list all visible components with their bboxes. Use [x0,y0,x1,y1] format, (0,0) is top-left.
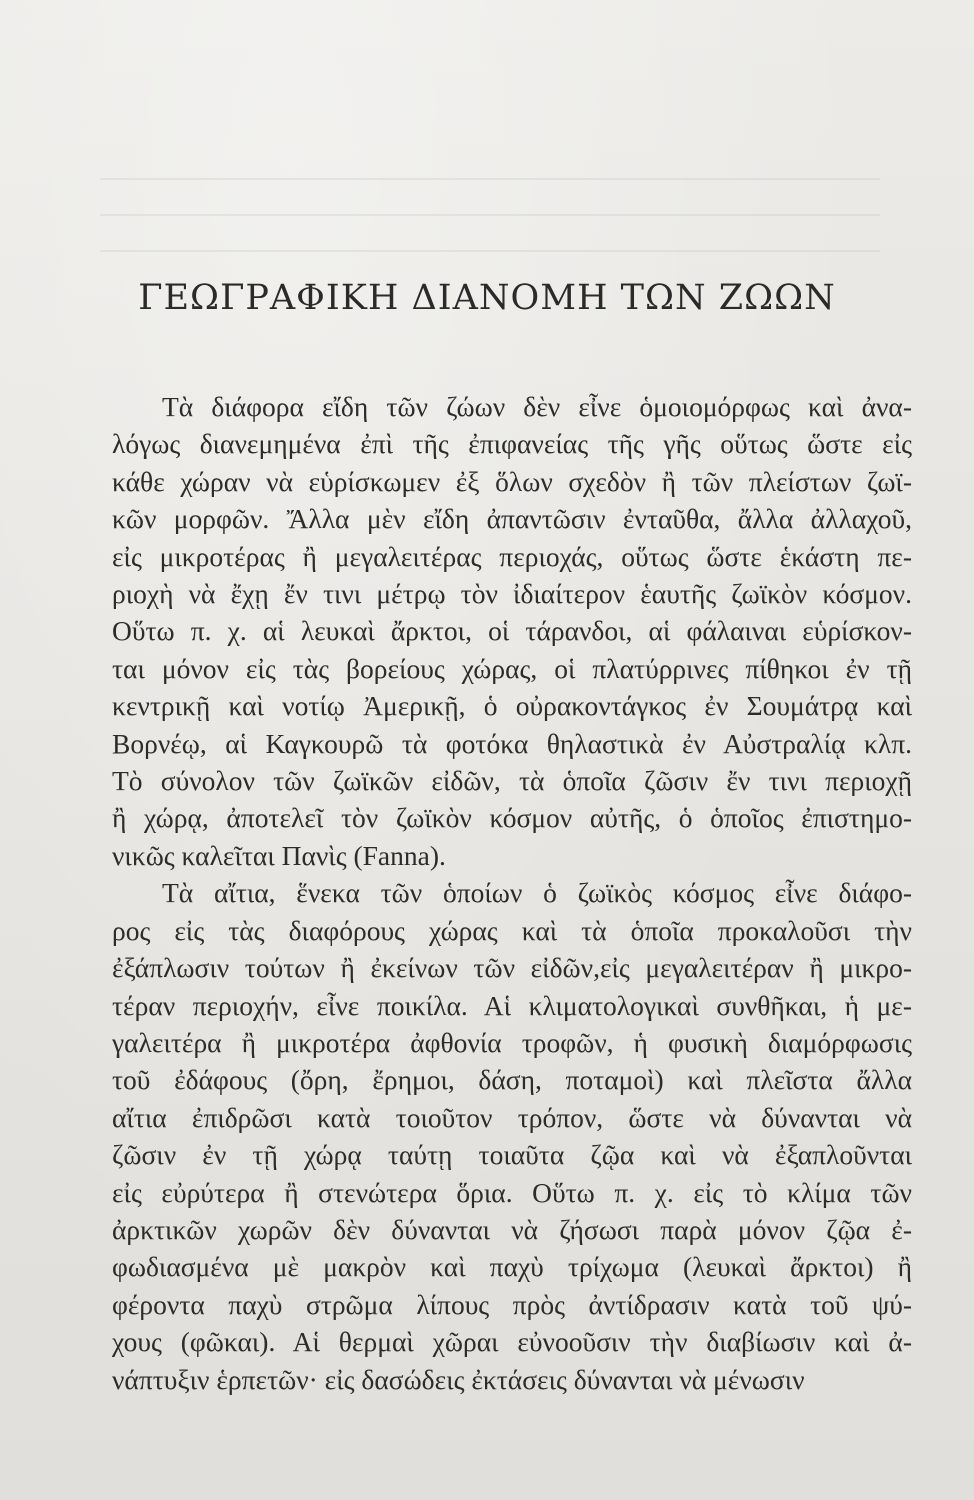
text-line: γαλειτέρα ἢ μικροτέρα ἀφθονία τροφῶν, ἡ φυσικὴ διαμόρφωσις [112,1026,912,1058]
body-text [112,388,912,1398]
text-line: ρος εἰς τὰς διαφόρους χώρας καὶ τὰ ὁποῖα προκαλοῦσι τὴν [112,914,912,946]
show-through-line [100,214,880,216]
text-line: κεντρικῇ καὶ νοτίῳ Ἀμερικῇ, ὁ οὐρακοντάγκος ἐν Σουμάτρᾳ καὶ [112,690,912,722]
text-line: τέραν περιοχήν, εἶνε ποικίλα. Αἱ κλιματολογικαὶ συνθῆκαι, ἡ με- [112,989,912,1021]
text-line: ζῶσιν ἐν τῇ χώρᾳ ταύτῃ τοιαῦτα ζῷα καὶ νὰ ἐξαπλοῦνται [112,1139,912,1171]
show-through-line [100,178,880,180]
text-line: φωδιασμένα μὲ μακρὸν καὶ παχὺ τρίχωμα (λευκαὶ ἄρκτοι) ἢ [112,1251,912,1283]
text-line: κάθε χώραν νὰ εὑρίσκωμεν ἐξ ὅλων σχεδὸν ἢ τῶν πλείστων ζωϊ- [112,465,912,497]
text-line: εἰς εὐρύτερα ἢ στενώτερα ὅρια. Οὕτω π. χ. εἰς τὸ κλίμα τῶν [112,1176,912,1208]
text-line: λόγως διανεμημένα ἐπὶ τῆς ἐπιφανείας τῆς γῆς οὕτως ὥστε εἰς [112,428,912,460]
text-line: χους (φῶκαι). Αἱ θερμαὶ χῶραι εὐνοοῦσιν τὴν διαβίωσιν καὶ ἀ- [112,1326,912,1358]
text-line: Τὸ σύνολον τῶν ζωϊκῶν εἰδῶν, τὰ ὁποῖα ζῶσιν ἔν τινι περιοχῇ [112,765,912,797]
text-line: νικῶς καλεῖται Πανὶς (Fanna). [112,839,446,871]
text-line: κῶν μορφῶν. Ἄλλα μὲν εἴδη ἀπαντῶσιν ἐνταῦθα, ἄλλα ἀλλαχοῦ, [112,503,912,535]
text-line: ριοχὴ νὰ ἔχῃ ἔν τινι μέτρῳ τὸν ἰδιαίτερον ἑαυτῆς ζωϊκὸν κόσμον. [112,578,912,610]
text-line: ἢ χώρᾳ, ἀποτελεῖ τὸν ζωϊκὸν κόσμον αὐτῆς, ὁ ὁποῖος ἐπιστημο- [112,802,912,834]
text-line: ἀρκτικῶν χωρῶν δὲν δύνανται νὰ ζήσωσι παρὰ μόνον ζῷα ἐ- [112,1213,912,1245]
page-title: ΓΕΩΓΡΑΦΙΚΗ ΔΙΑΝΟΜΗ ΤΩΝ ΖΩΩΝ [138,278,836,318]
text-line: ται μόνον εἰς τὰς βορείους χώρας, οἱ πλατύρρινες πίθηκοι ἐν τῇ [112,652,912,684]
text-line: τοῦ ἐδάφους (ὄρη, ἔρημοι, δάση, ποταμοὶ) καὶ πλεῖστα ἄλλα [112,1064,912,1096]
text-line: Οὕτω π. χ. αἱ λευκαὶ ἄρκτοι, οἱ τάρανδοι, αἱ φάλαιναι εὑρίσκον- [112,615,912,647]
text-line: αἴτια ἐπιδρῶσι κατὰ τοιοῦτον τρόπον, ὥστε νὰ δύνανται νὰ [112,1101,912,1133]
text-line: Τὰ αἴτια, ἕνεκα τῶν ὁποίων ὁ ζωϊκὸς κόσμος εἶνε διάφο- [162,877,912,909]
text-line: φέροντα παχὺ στρῶμα λίπους πρὸς ἀντίδρασιν κατὰ τοῦ ψύ- [112,1288,912,1320]
text-line: νάπτυξιν ἑρπετῶν· εἰς δασώδεις ἐκτάσεις δύνανται νὰ μένωσιν [112,1363,805,1395]
show-through-line [100,250,880,252]
text-line: Βορνέῳ, αἱ Καγκουρῶ τὰ φοτόκα θηλαστικὰ ἐν Αὐστραλίᾳ κλπ. [112,727,912,759]
text-line: ἐξάπλωσιν τούτων ἢ ἐκείνων τῶν εἰδῶν,εἰς μεγαλειτέραν ἢ μικρο- [112,952,912,984]
text-line: εἰς μικροτέρας ἢ μεγαλειτέρας περιοχάς, οὕτως ὥστε ἑκάστη πε- [112,540,912,572]
text-line: Τὰ διάφορα εἴδη τῶν ζώων δὲν εἶνε ὁμοιομόρφως καὶ ἀνα- [162,391,912,422]
